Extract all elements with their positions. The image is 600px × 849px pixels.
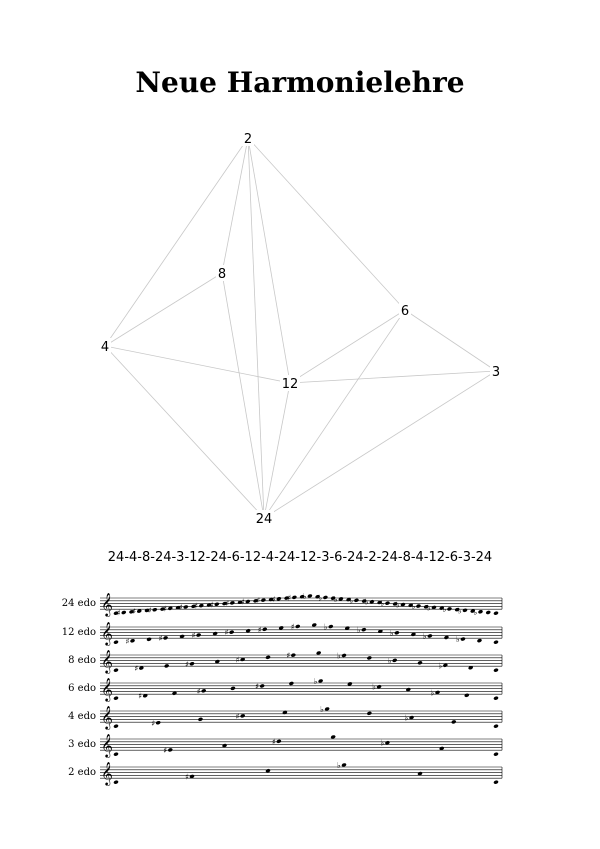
- flat-icon: ♭: [333, 594, 338, 604]
- note: [417, 660, 423, 665]
- note-head: [493, 611, 499, 616]
- sharp-icon: ♯: [290, 622, 295, 632]
- graph-edge-8-24: [222, 273, 264, 518]
- note-head: [276, 739, 282, 744]
- flat-icon: ♭: [337, 761, 341, 770]
- note: [334, 595, 344, 604]
- graph-edge-2-4: [105, 138, 248, 346]
- note: [113, 780, 119, 785]
- note: [303, 592, 313, 601]
- note-head: [292, 595, 298, 600]
- note-head: [493, 696, 499, 701]
- note-head: [290, 653, 296, 658]
- sharp-icon: ♯: [125, 636, 130, 646]
- sharp-icon: ♯: [185, 772, 189, 782]
- graph-edge-2-12: [248, 138, 290, 383]
- flat-icon: ♭: [349, 596, 354, 606]
- note: [444, 635, 450, 640]
- graph-edge-12-3: [290, 371, 496, 383]
- note-head: [493, 668, 499, 673]
- note: [485, 610, 491, 615]
- note: [349, 596, 359, 605]
- sharp-icon: ♯: [196, 686, 201, 696]
- flat-icon: ♭: [389, 628, 394, 638]
- sharp-icon: ♯: [286, 651, 291, 661]
- note: [185, 660, 195, 669]
- note-head: [307, 594, 313, 599]
- note: [146, 637, 152, 642]
- note: [365, 598, 375, 607]
- note-head: [318, 679, 324, 684]
- note-head: [444, 635, 450, 640]
- note-head: [485, 610, 491, 615]
- sharp-icon: ♯: [147, 605, 152, 615]
- note-head: [261, 598, 267, 603]
- note: [117, 609, 127, 618]
- graph-node-label: 6: [400, 304, 410, 319]
- flat-icon: ♭: [404, 713, 409, 723]
- flat-icon: ♭: [387, 656, 392, 666]
- note: [314, 677, 324, 686]
- note: [337, 761, 347, 770]
- note-head: [394, 630, 400, 635]
- treble-clef-icon: 𝄞: [101, 677, 113, 701]
- graph-edge-2-6: [248, 138, 405, 310]
- staff-label: 2 edo: [68, 767, 96, 778]
- sharp-icon: ♯: [116, 608, 121, 618]
- note: [390, 629, 400, 638]
- flat-icon: ♭: [411, 602, 416, 612]
- sharp-icon: ♯: [185, 659, 189, 669]
- note: [148, 606, 158, 615]
- note-head: [417, 660, 423, 665]
- note-head: [113, 780, 119, 785]
- note-head: [201, 688, 207, 693]
- sharp-icon: ♯: [257, 625, 262, 635]
- graph-node-6: [399, 302, 411, 319]
- note: [132, 607, 142, 616]
- note: [458, 606, 468, 615]
- note: [366, 655, 372, 660]
- flat-icon: ♭: [364, 597, 369, 607]
- sharp-icon: ♯: [255, 681, 260, 691]
- note: [134, 664, 144, 673]
- note-head: [330, 735, 336, 740]
- note: [241, 598, 251, 607]
- graph-edge-6-24: [264, 310, 405, 518]
- note-head: [214, 602, 220, 607]
- staff-label: 24 edo: [61, 598, 96, 609]
- treble-clef-icon: 𝄞: [101, 733, 113, 757]
- graph-node-label: 24: [255, 512, 273, 527]
- note: [493, 640, 499, 645]
- note: [265, 655, 271, 660]
- flat-icon: ♭: [323, 622, 328, 632]
- sharp-icon: ♯: [240, 597, 245, 607]
- note-head: [323, 595, 329, 600]
- graph-edge-4-24: [105, 346, 264, 518]
- note-head: [198, 717, 204, 722]
- sharp-icon: ♯: [138, 691, 143, 701]
- note-head: [163, 635, 169, 640]
- note: [272, 595, 282, 604]
- note: [330, 735, 336, 740]
- note-head: [493, 724, 499, 729]
- note-head: [259, 683, 265, 688]
- note-head: [478, 609, 484, 614]
- note: [493, 780, 499, 785]
- note-head: [113, 724, 119, 729]
- note-head: [316, 651, 322, 656]
- note-head: [196, 633, 202, 638]
- note: [427, 603, 437, 612]
- note-head: [113, 668, 119, 673]
- flat-icon: ♭: [356, 625, 361, 635]
- note: [113, 724, 119, 729]
- note: [493, 668, 499, 673]
- note: [258, 625, 268, 634]
- sharp-icon: ♯: [191, 631, 196, 641]
- note: [164, 663, 170, 668]
- note: [493, 724, 499, 729]
- note: [151, 719, 161, 728]
- note: [366, 711, 372, 716]
- note-head: [324, 707, 330, 712]
- note-head: [167, 747, 173, 752]
- sharp-icon: ♯: [132, 607, 137, 617]
- note-head: [121, 610, 127, 615]
- note-head: [262, 627, 268, 632]
- divisor-graph: [0, 120, 600, 540]
- graph-node-12: [280, 375, 300, 392]
- note-head: [341, 653, 347, 658]
- sharp-icon: ♯: [235, 655, 240, 665]
- treble-clef-icon: 𝄞: [101, 705, 113, 729]
- sharp-icon: ♯: [209, 600, 214, 610]
- note: [396, 601, 406, 610]
- note: [113, 696, 119, 701]
- note-head: [447, 606, 453, 611]
- flat-icon: ♭: [313, 677, 318, 686]
- flat-icon: ♭: [372, 682, 376, 692]
- note: [272, 737, 282, 746]
- note-head: [189, 661, 195, 666]
- note-head: [240, 713, 246, 718]
- note-head: [462, 608, 468, 613]
- treble-clef-icon: 𝄞: [101, 761, 113, 785]
- note-head: [229, 600, 235, 605]
- path-sequence: 24-4-8-24-3-12-24-6-12-4-24-12-3-6-24-2-24-8-4-12-6-3-24: [107, 550, 493, 565]
- note: [324, 623, 334, 632]
- graph-node-8: [216, 265, 228, 282]
- note-head: [366, 655, 372, 660]
- note: [380, 739, 390, 748]
- graph-node-2: [242, 130, 254, 147]
- note-head: [493, 752, 499, 757]
- sharp-icon: ♯: [224, 628, 229, 638]
- note: [372, 683, 382, 692]
- note-head: [113, 696, 119, 701]
- note-head: [265, 655, 271, 660]
- note: [179, 603, 189, 612]
- note-head: [427, 634, 433, 639]
- note: [438, 661, 448, 670]
- page-title: Neue Harmonielehre: [135, 66, 465, 99]
- note: [198, 717, 204, 722]
- note-head: [341, 763, 347, 768]
- graph-edge-2-24: [248, 138, 264, 518]
- staff-label: 8 edo: [68, 655, 96, 666]
- graph-edge-6-3: [405, 310, 496, 371]
- staff-label: 4 edo: [68, 711, 96, 722]
- graph-edge-6-12: [290, 310, 405, 383]
- note-head: [477, 638, 483, 643]
- graph-node-3: [490, 363, 502, 380]
- note: [113, 668, 119, 673]
- flat-icon: ♭: [426, 603, 431, 613]
- note-head: [354, 598, 360, 603]
- note: [113, 640, 119, 645]
- note-head: [155, 720, 161, 725]
- graph-node-label: 4: [100, 340, 110, 355]
- graph-node-label: 8: [217, 267, 227, 282]
- staff-8-edo: [68, 649, 502, 674]
- flat-icon: ♭: [438, 661, 443, 671]
- note: [493, 752, 499, 757]
- note: [493, 696, 499, 701]
- staff-label: 12 edo: [61, 627, 96, 638]
- sharp-icon: ♯: [235, 711, 240, 721]
- graph-edge-3-24: [264, 371, 496, 518]
- note: [185, 772, 195, 781]
- note-head: [295, 624, 301, 629]
- note-head: [198, 603, 204, 608]
- flat-icon: ♭: [442, 604, 447, 614]
- graph-edge-4-12: [105, 346, 290, 383]
- staff-label: 6 edo: [68, 683, 96, 694]
- note-head: [328, 624, 334, 629]
- note: [405, 714, 415, 723]
- note-head: [385, 601, 391, 606]
- graph-edge-12-24: [264, 383, 290, 518]
- note: [320, 705, 330, 714]
- note: [464, 693, 470, 698]
- flat-icon: ♭: [430, 688, 435, 698]
- note-head: [113, 752, 119, 757]
- staff-24-edo: [62, 592, 502, 618]
- staff-3-edo: [68, 733, 502, 758]
- note: [493, 611, 499, 616]
- sharp-icon: ♯: [178, 603, 183, 613]
- note-head: [493, 780, 499, 785]
- note-head: [451, 719, 457, 724]
- treble-clef-icon: 𝄞: [101, 592, 113, 616]
- sharp-icon: ♯: [271, 737, 276, 747]
- note-head: [152, 607, 158, 612]
- flat-icon: ♭: [320, 705, 324, 714]
- note: [138, 692, 148, 701]
- sharp-icon: ♯: [194, 601, 199, 611]
- note-head: [361, 627, 367, 632]
- note: [456, 635, 466, 644]
- note-head: [229, 630, 235, 635]
- flat-icon: ♭: [455, 635, 460, 645]
- sharp-icon: ♯: [151, 718, 156, 728]
- sharp-icon: ♯: [287, 593, 292, 603]
- note-head: [493, 640, 499, 645]
- sharp-icon: ♯: [163, 745, 168, 755]
- flat-icon: ♭: [422, 631, 427, 641]
- graph-edge-2-8: [222, 138, 248, 273]
- staff-2-edo: [68, 761, 502, 786]
- note-head: [146, 637, 152, 642]
- note: [210, 600, 220, 609]
- note-head: [311, 623, 317, 628]
- sharp-icon: ♯: [256, 596, 261, 606]
- flat-icon: ♭: [318, 593, 323, 603]
- note: [286, 651, 296, 660]
- treble-clef-icon: 𝄞: [101, 649, 113, 673]
- graph-node-24: [254, 510, 274, 527]
- note-head: [130, 638, 136, 643]
- flat-icon: ♭: [380, 738, 385, 748]
- note-head: [289, 681, 295, 686]
- note: [113, 752, 119, 757]
- note-head: [230, 686, 236, 691]
- note: [423, 632, 433, 641]
- note: [316, 651, 322, 656]
- graph-node-label: 2: [243, 132, 253, 147]
- sharp-icon: ♯: [134, 664, 139, 674]
- note-head: [164, 663, 170, 668]
- staff-4-edo: [68, 705, 502, 730]
- flat-icon: ♭: [395, 600, 400, 610]
- flat-icon: ♭: [337, 651, 341, 661]
- note: [230, 686, 236, 691]
- note-head: [113, 640, 119, 645]
- note: [431, 688, 441, 697]
- note-head: [464, 693, 470, 698]
- treble-clef-icon: 𝄞: [101, 621, 113, 645]
- flat-icon: ♭: [473, 607, 478, 617]
- note: [477, 638, 483, 643]
- edo-scores: [0, 588, 600, 798]
- note-head: [416, 604, 422, 609]
- flat-icon: ♭: [302, 592, 307, 601]
- graph-edges: [105, 138, 496, 518]
- sharp-icon: ♯: [225, 598, 230, 608]
- note-head: [460, 637, 466, 642]
- note-head: [245, 599, 251, 604]
- note-head: [276, 596, 282, 601]
- staff-12-edo: [62, 621, 502, 646]
- note: [311, 623, 317, 628]
- note: [337, 651, 347, 660]
- note: [163, 604, 173, 613]
- flat-icon: ♭: [380, 599, 385, 609]
- graph-node-label: 3: [491, 365, 501, 380]
- graph-edge-8-4: [105, 273, 222, 346]
- note-head: [366, 711, 372, 716]
- staff-6-edo: [68, 677, 502, 702]
- staff-label: 3 edo: [68, 739, 96, 750]
- graph-node-label: 12: [281, 377, 299, 392]
- sharp-icon: ♯: [163, 604, 168, 614]
- note: [289, 681, 295, 686]
- sharp-icon: ♯: [271, 594, 276, 604]
- flat-icon: ♭: [457, 606, 462, 616]
- sharp-icon: ♯: [158, 633, 163, 643]
- note-head: [392, 658, 398, 663]
- graph-node-4: [99, 338, 111, 355]
- note-head: [183, 605, 189, 610]
- note: [451, 719, 457, 724]
